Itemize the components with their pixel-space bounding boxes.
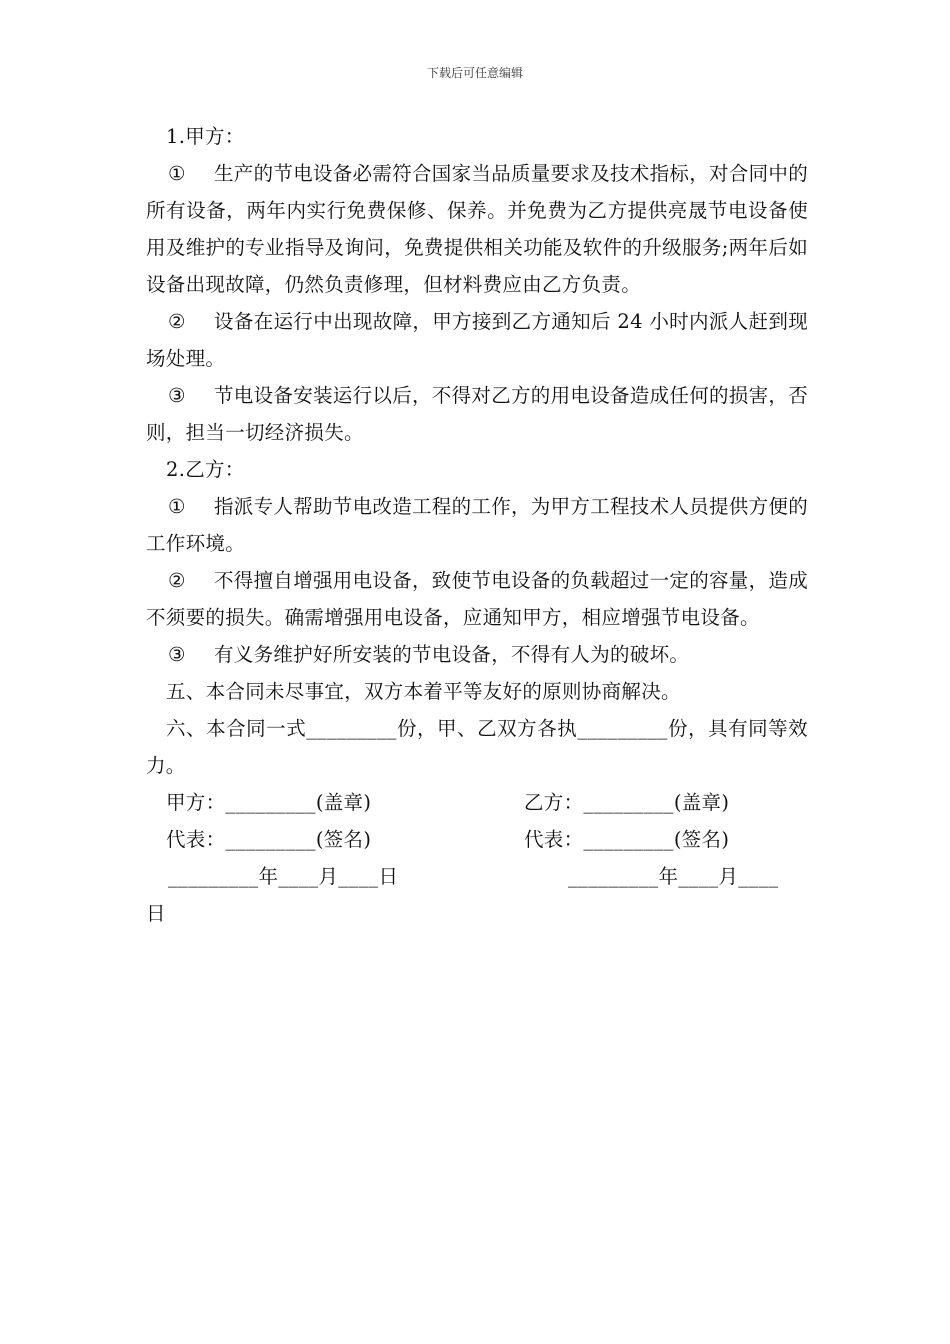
item-marker: ② bbox=[168, 569, 186, 592]
item-marker: ① bbox=[168, 162, 186, 185]
document-body bbox=[146, 118, 808, 932]
party-b-rep-line: 代表：_________(签名) bbox=[524, 828, 730, 851]
party-a-item-1 bbox=[146, 155, 808, 303]
party-b-item-1 bbox=[146, 488, 808, 562]
item-text: 不得擅自增强用电设备，致使节电设备的负载超过一定的容量，造成不须要的损失。确需增强用电设备，应通知甲方，相应增强节电设备。 bbox=[146, 569, 809, 629]
party-a-item-3 bbox=[146, 377, 808, 451]
party-b-item-3 bbox=[146, 636, 808, 673]
item-text: 设备在运行中出现故障，甲方接到乙方通知后 24 小时内派人赶到现场处理。 bbox=[146, 310, 808, 370]
item-text: 指派专人帮助节电改造工程的工作，为甲方工程技术人员提供方便的工作环境。 bbox=[146, 495, 809, 555]
date-row bbox=[146, 858, 808, 895]
seal-row bbox=[146, 784, 808, 821]
party-b-heading: 2.乙方： bbox=[166, 458, 245, 481]
item-marker: ② bbox=[168, 310, 186, 333]
clause-6: 六、本合同一式_________份，甲、乙双方各执_________份，具有同等效力。 bbox=[146, 717, 808, 777]
item-text: 生产的节电设备必需符合国家当品质量要求及技术指标，对合同中的所有设备，两年内实行免费保修、保养。并免费为乙方提供亮晟节电设备使用及维护的专业指导及询问，免费提供相关功能及软件的升级服务;两年后如设备出现故障，仍然负责修理，但材料费应由乙方负责。 bbox=[146, 162, 809, 296]
party-a-seal-line: 甲方：_________(盖章) bbox=[166, 791, 372, 814]
item-text: 有义务维护好所安装的节电设备，不得有人为的破坏。 bbox=[214, 643, 690, 666]
date-wrap-line: 日 bbox=[146, 902, 166, 925]
party-a-item-2 bbox=[146, 303, 808, 377]
clause-5: 五、本合同未尽事宜，双方本着平等友好的原则协商解决。 bbox=[166, 680, 681, 703]
party-a-rep-line: 代表：_________(签名) bbox=[166, 828, 372, 851]
party-b-item-2 bbox=[146, 562, 808, 636]
item-marker: ③ bbox=[168, 643, 186, 666]
item-marker: ③ bbox=[168, 384, 186, 407]
page-header: 下载后可任意编辑 bbox=[426, 66, 523, 80]
party-a-date-line: _________年____月____日 bbox=[168, 865, 399, 888]
party-b-date-line: _________年____月____ bbox=[568, 865, 779, 888]
party-b-seal-line: 乙方：_________(盖章) bbox=[524, 791, 730, 814]
item-marker: ① bbox=[168, 495, 186, 518]
item-text: 节电设备安装运行以后，不得对乙方的用电设备造成任何的损害，否则，担当一切经济损失。 bbox=[146, 384, 809, 444]
representative-row bbox=[146, 821, 808, 858]
party-a-heading: 1.甲方： bbox=[166, 125, 245, 148]
